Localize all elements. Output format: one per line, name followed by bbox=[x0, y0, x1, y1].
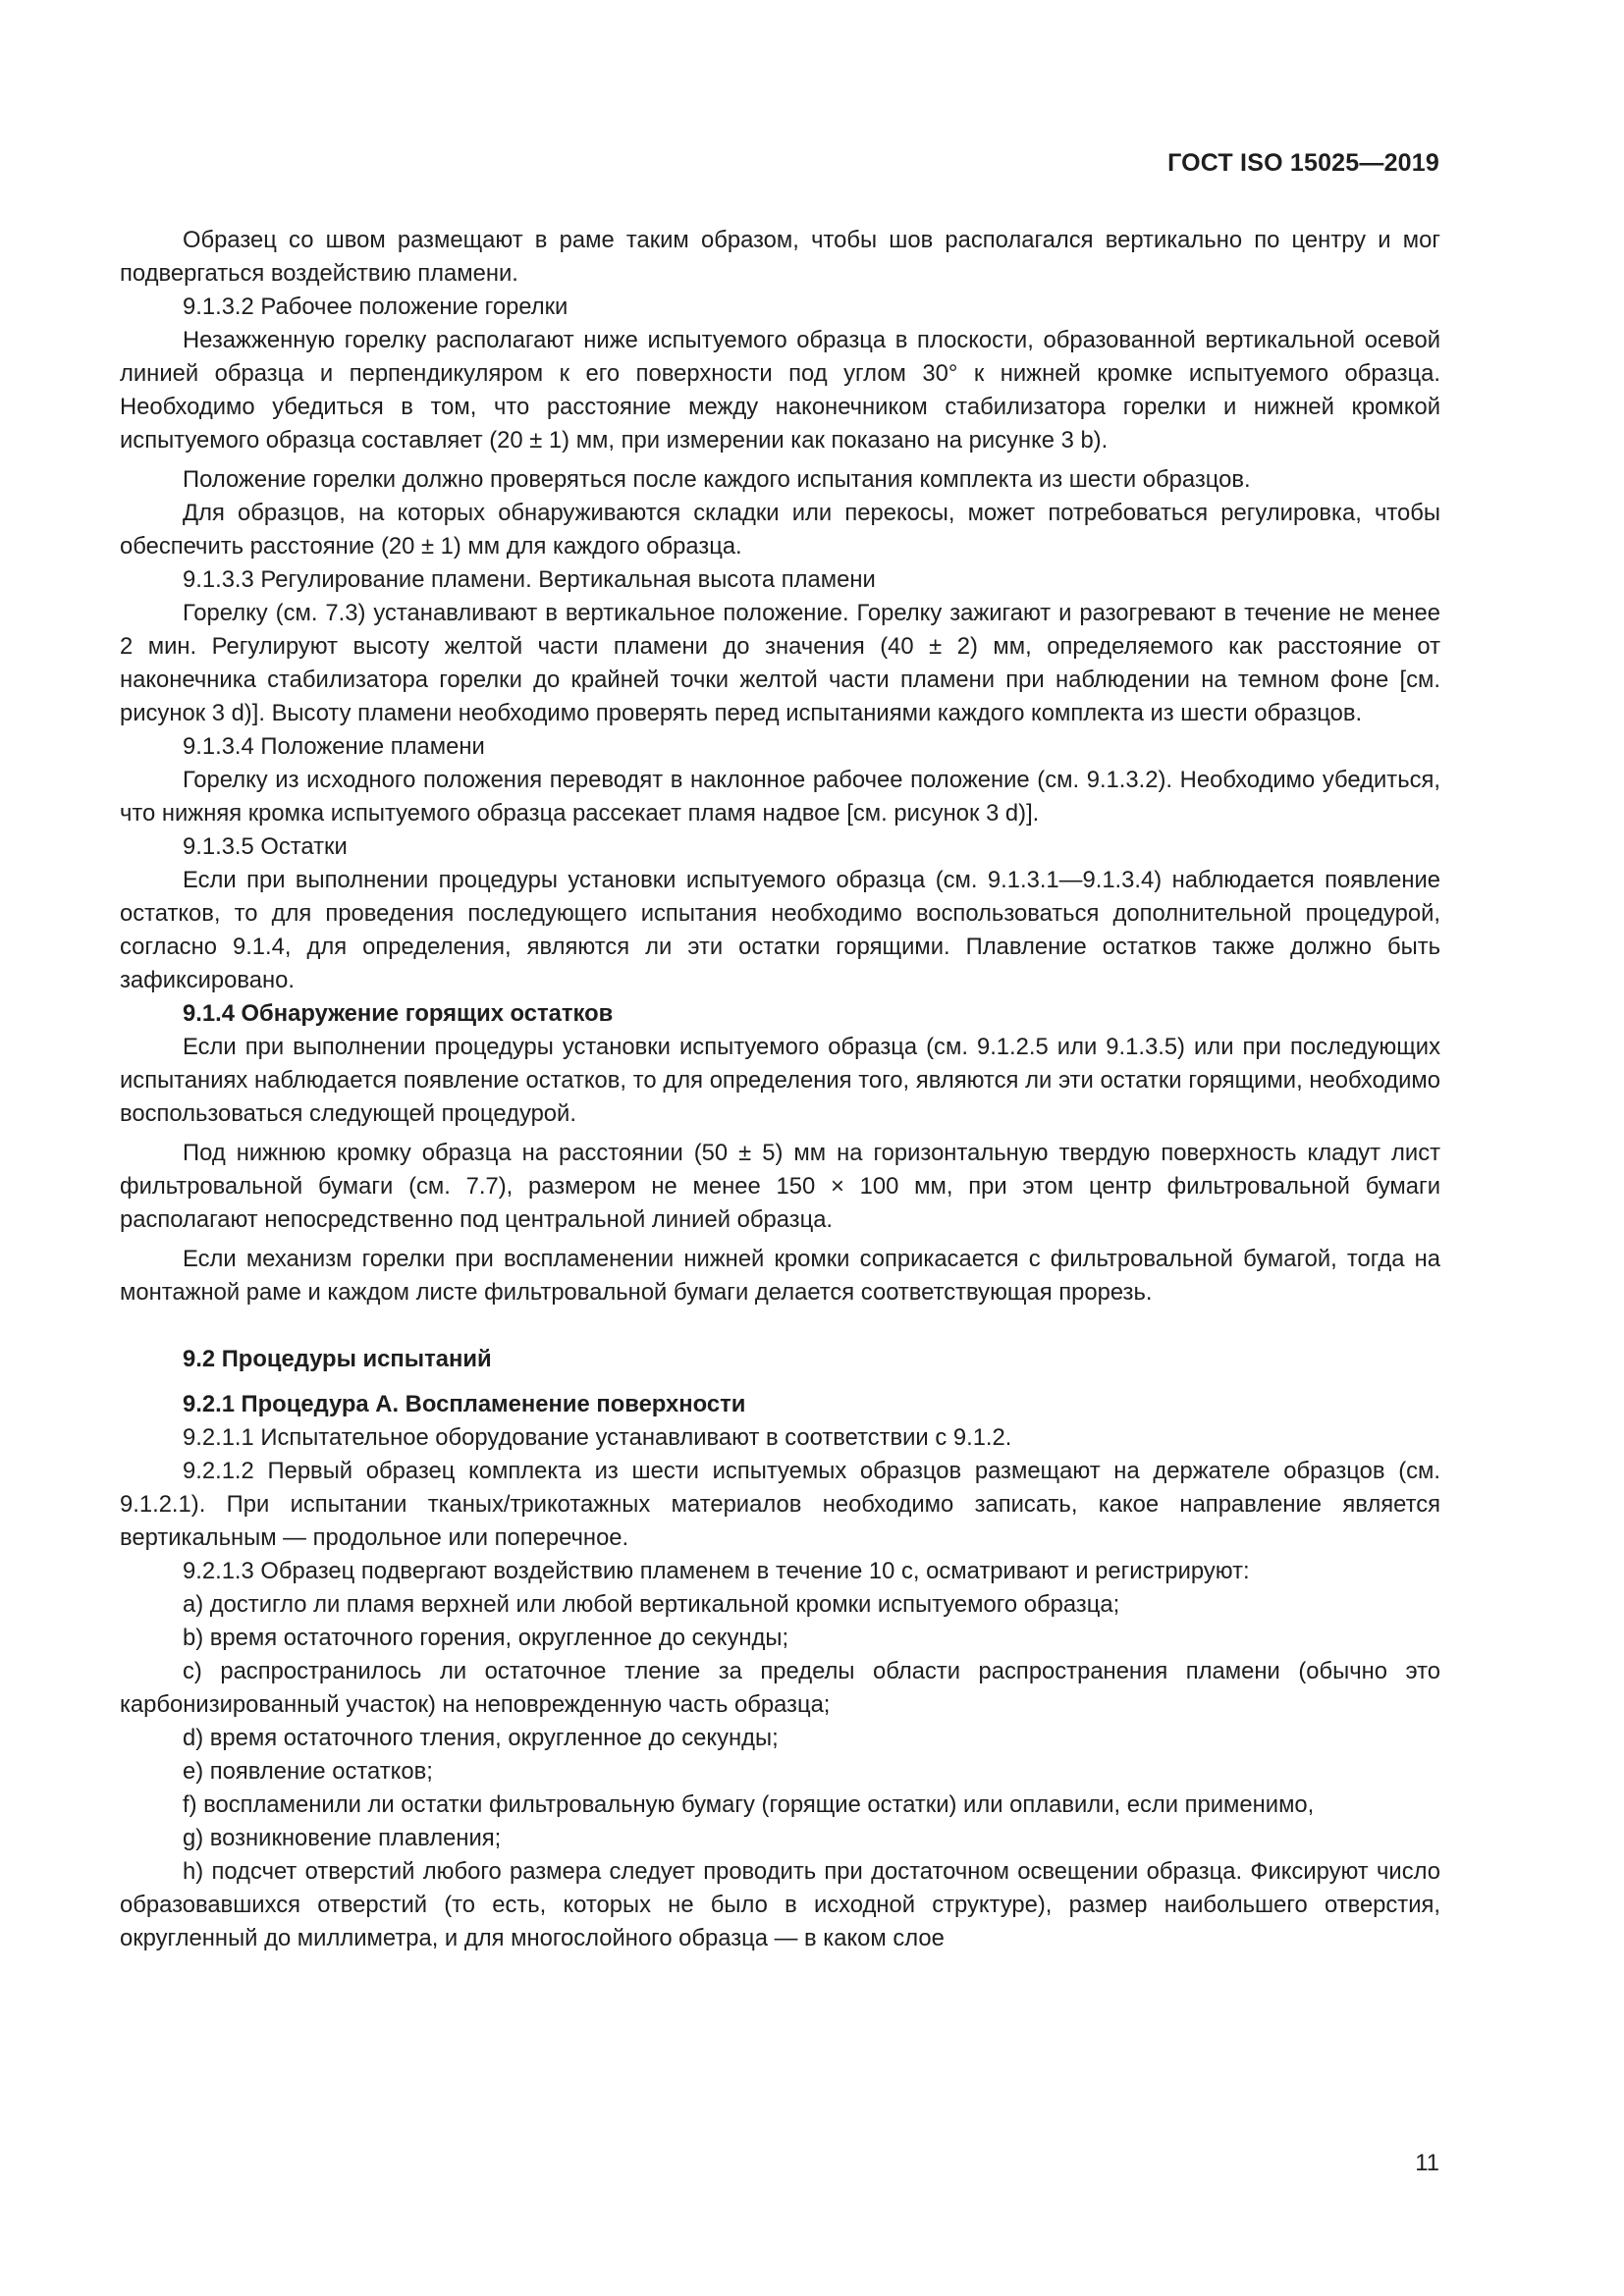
document-body bbox=[120, 224, 1440, 1955]
list-item: f) воспламенили ли остатки фильтровальную бумагу (горящие остатки) или оплавили, если применимо, bbox=[183, 1791, 1315, 1818]
list-item: a) достигло ли пламя верхней или любой вертикальной кромки испытуемого образца; bbox=[183, 1591, 1120, 1618]
paragraph: Положение горелки должно проверяться после каждого испытания комплекта из шести образцов. bbox=[183, 466, 1251, 493]
paragraph: Горелку (см. 7.3) устанавливают в вертикальное положение. Горелку зажигают и разогревают в течение не менее 2 мин. Регулируют высоту желтой части пламени до значения (40 ± 2) мм, определяемого как расстояние от наконечника стабилизатора горелки до крайней точки желтой части пламени при наблюдении на темном фоне [см. рисунок 3 d)]. Высоту пламени необходимо проверять перед испытаниями каждого комплекта из шести образцов. bbox=[120, 600, 1440, 726]
paragraph: Незажженную горелку располагают ниже испытуемого образца в плоскости, образованной вертикальной осевой линией образца и перпендикуляром к его поверхности под углом 30° к нижней кромке испытуемого образца. Необходимо убедиться в том, что расстояние между наконечником стабилизатора горелки и нижней кромкой испытуемого образца составляет (20 ± 1) мм, при измерении как показано на рисунке 3 b). bbox=[120, 327, 1440, 454]
subsection-heading: 9.2.1 Процедура А. Воспламенение поверхности bbox=[183, 1391, 746, 1417]
paragraph: Если при выполнении процедуры установки испытуемого образца (см. 9.1.3.1—9.1.3.4) наблюдается появление остатков, то для проведения последующего испытания необходимо воспользоваться дополнительной процедурой, согласно 9.1.4, для определения, являются ли эти остатки горящими. Плавление остатков также должно быть зафиксировано. bbox=[120, 867, 1440, 993]
paragraph: 9.2.1.2 Первый образец комплекта из шести испытуемых образцов размещают на держателе образцов (см. 9.1.2.1). При испытании тканых/трикотажных материалов необходимо записать, какое направление является вертикальным — продольное или поперечное. bbox=[120, 1458, 1440, 1551]
paragraph: Для образцов, на которых обнаруживаются складки или перекосы, может потребоваться регулировка, чтобы обеспечить расстояние (20 ± 1) мм для каждого образца. bbox=[120, 500, 1440, 560]
clause-heading: 9.1.3.3 Регулирование пламени. Вертикальная высота пламени bbox=[183, 566, 876, 593]
paragraph: 9.2.1.1 Испытательное оборудование устанавливают в соответствии с 9.1.2. bbox=[183, 1424, 1012, 1451]
paragraph: Образец со швом размещают в раме таким образом, чтобы шов располагался вертикально по центру и мог подвергаться воздействию пламени. bbox=[120, 227, 1440, 287]
list-item: c) распространилось ли остаточное тление за пределы области распространения пламени (обычно это карбонизированный участок) на неповрежденную часть образца; bbox=[120, 1658, 1440, 1718]
list-item: d) время остаточного тления, округленное до секунды; bbox=[183, 1725, 779, 1751]
paragraph: Если при выполнении процедуры установки испытуемого образца (см. 9.1.2.5 или 9.1.3.5) или при последующих испытаниях наблюдается появление остатков, то для определения того, являются ли эти остатки горящими, необходимо воспользоваться следующей процедурой. bbox=[120, 1034, 1440, 1127]
section-heading: 9.2 Процедуры испытаний bbox=[183, 1346, 492, 1372]
list-item: e) появление остатков; bbox=[183, 1758, 433, 1785]
subsection-heading: 9.1.4 Обнаружение горящих остатков bbox=[183, 1000, 614, 1027]
paragraph: Под нижнюю кромку образца на расстоянии (50 ± 5) мм на горизонтальную твердую поверхность кладут лист фильтровальной бумаги (см. 7.7), размером не менее 150 × 100 мм, при этом центр фильтровальной бумаги располагают непосредственно под центральной линией образца. bbox=[120, 1140, 1440, 1233]
paragraph: Если механизм горелки при воспламенении нижней кромки соприкасается с фильтровальной бумагой, тогда на монтажной раме и каждом листе фильтровальной бумаги делается соответствующая прорезь. bbox=[120, 1246, 1440, 1306]
clause-heading: 9.1.3.5 Остатки bbox=[183, 833, 348, 860]
list-item: b) время остаточного горения, округленное до секунды; bbox=[183, 1625, 789, 1651]
document-header: ГОСТ ISO 15025—2019 bbox=[1167, 149, 1439, 177]
paragraph: 9.2.1.3 Образец подвергают воздействию пламенем в течение 10 с, осматривают и регистрируют: bbox=[183, 1558, 1250, 1584]
paragraph: Горелку из исходного положения переводят в наклонное рабочее положение (см. 9.1.3.2). Необходимо убедиться, что нижняя кромка испытуемого образца рассекает пламя надвое [см. рисунок 3 d)]. bbox=[120, 767, 1440, 827]
page-number: 11 bbox=[1415, 2150, 1439, 2176]
list-item: g) возникновение плавления; bbox=[183, 1825, 502, 1851]
clause-heading: 9.1.3.4 Положение пламени bbox=[183, 733, 485, 760]
clause-heading: 9.1.3.2 Рабочее положение горелки bbox=[183, 294, 568, 320]
list-item: h) подсчет отверстий любого размера следует проводить при достаточном освещении образца. Фиксируют число образовавшихся отверстий (то есть, которых не было в исходной структуре), размер наибольшего отверстия, округленный до миллиметра, и для многослойного образца — в каком слое bbox=[120, 1858, 1440, 1951]
